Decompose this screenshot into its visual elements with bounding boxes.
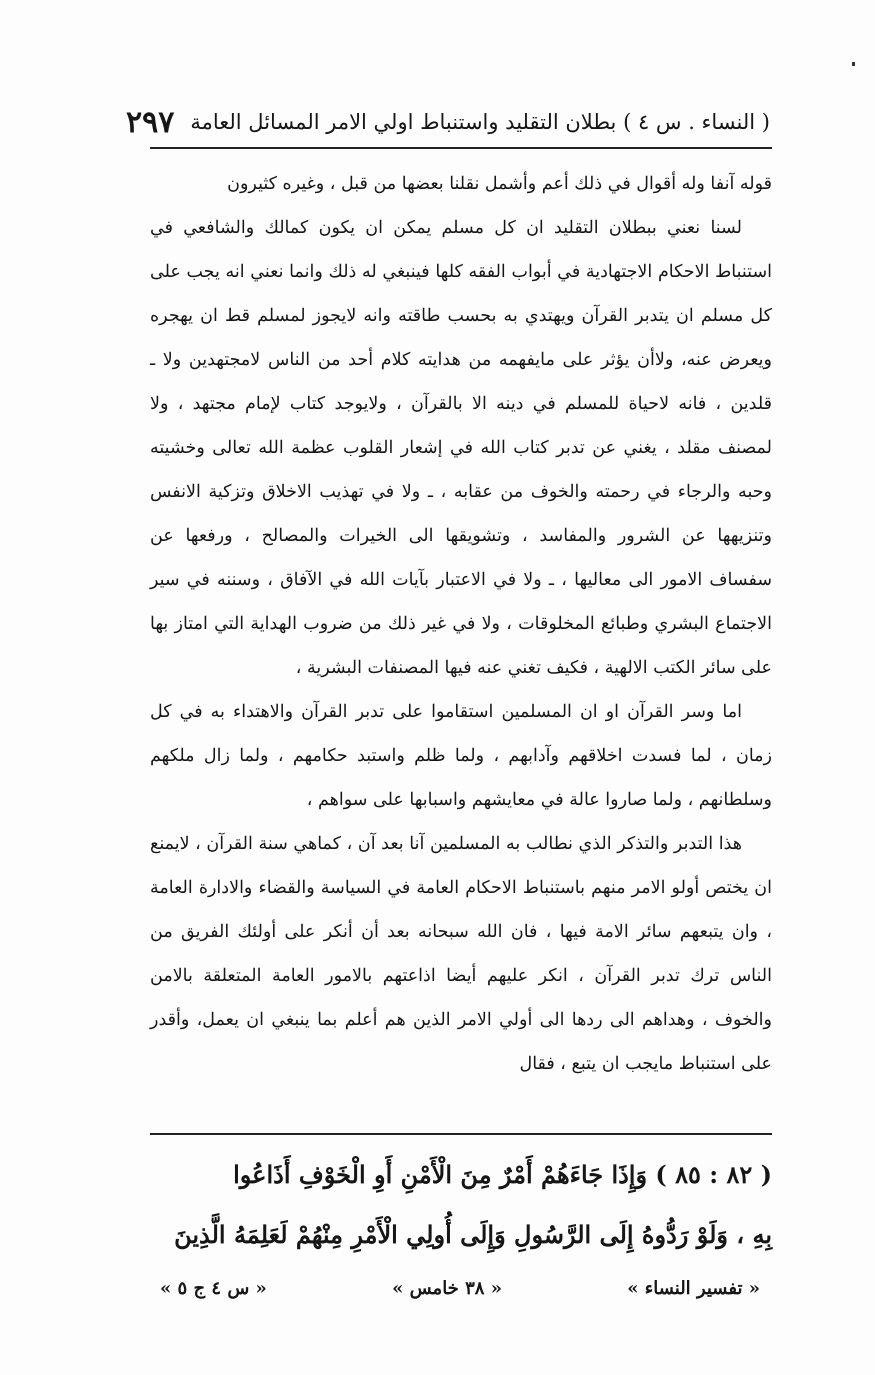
paragraph-3: اما وسر القرآن او ان المسلمين استقاموا على تدبر القرآن والاهتداء به في كل زمان ، لما فسدت اخلاقهم وآدابهم ، ولما ظلم واستبد حكامهم ، ولما زال ملكهم وسلطانهم ، ولما صاروا عالة في معايشهم واسبابها على سواهم ، — [150, 702, 772, 810]
footer-signature: « ٣٨ خامس » — [392, 1277, 502, 1299]
verse-line-2: بِهِ ، وَلَوْ رَدُّوهُ إِلَى الرَّسُولِ وَإِلَى أُولِي الْأَمْرِ مِنْهُمْ لَعَلِمَهُ الَّذِينَ — [174, 1220, 772, 1249]
running-header — [126, 100, 770, 144]
body-text — [150, 162, 772, 1086]
quran-verse — [150, 1145, 772, 1265]
header-divider — [150, 147, 772, 149]
paragraph-4: هذا التدبر والتذكر الذي نطالب به المسلمين آنا بعد آن ، كماهي سنة القرآن ، لايمنع ان يختص أولو الامر منهم باستنباط الاحكام العامة في السياسة والقضاء والادارة العامة ، وان يتبعهم سائر الامة فيها ، فان الله سبحانه بعد أن أنكر على أولئك الفريق من الناس ترك تدبر القرآن ، انكر عليهم أيضا اذاعتهم بالامور العامة المتعلقة بالامن والخوف ، وهداهم الى ردها الى أولي الامر الذين هم أعلم بما ينبغي ان يعمل، وأقدر على استنباط مايجب ان يتبع ، فقال — [150, 834, 772, 1074]
page-footer — [160, 1270, 760, 1306]
footer-volume: « س ٤ ج ٥ » — [160, 1277, 267, 1299]
header-title: ( النساء . س ٤ ) بطلان التقليد واستنباط اولي الامر المسائل العامة — [190, 110, 770, 134]
paragraph-1: قوله آنفا وله أقوال في ذلك أعم وأشمل نقلنا بعضها من قبل ، وغيره كثيرون — [227, 174, 772, 194]
footer-book-title: « تفسير النساء » — [627, 1277, 760, 1299]
verse-divider — [150, 1133, 772, 1135]
paragraph-2: لسنا نعني ببطلان التقليد ان كل مسلم يمكن ان يكون كمالك والشافعي في استنباط الاحكام الاجتهادية في أبواب الفقه كلها فينبغي له ذلك وانما نعني انه يجب على كل مسلم ان يتدبر القرآن ويهتدي به بحسب طاقته وانه لايجوز لمسلم قط ان يهجره ويعرض عنه، ولاأن يؤثر على مايفهمه من هدايته كلام أحد من الناس لامجتهدين ولا ـ قلدين ، فانه لاحياة للمسلم في دينه الا بالقرآن ، ولايوجد كتاب لإمام مجتهد ، ولا لمصنف مقلد ، يغني عن تدبر كتاب الله في إشعار القلوب عظمة الله تعالى وخشيته وحبه والرجاء في رحمته والخوف من عقابه ، ـ ولا في تهذيب الاخلاق وتزكية الانفس وتنزيهها عن الشرور والمفاسد ، وتشويقها الى الخيرات والمصالح ، ورفعها عن سفساف الامور الى معاليها ، ـ ولا في الاعتبار بآيات الله في الآفاق ، وسننه في سير الاجتماع البشري وطبائع المخلوقات ، ولا في غير ذلك من ضروب الهداية التي امتاز بها على سائر الكتب الالهية ، فكيف تغني عنه فيها المصنفات البشرية ، — [150, 218, 772, 678]
verse-line-1: ( ٨٢ : ٨٥ ) وَإِذَا جَاءَهُمْ أَمْرٌ مِنَ الْأَمْنِ أَوِ الْخَوْفِ أَذَاعُوا — [233, 1160, 772, 1189]
margin-speck — [852, 62, 855, 66]
page-number: ٢٩٧ — [126, 104, 175, 140]
